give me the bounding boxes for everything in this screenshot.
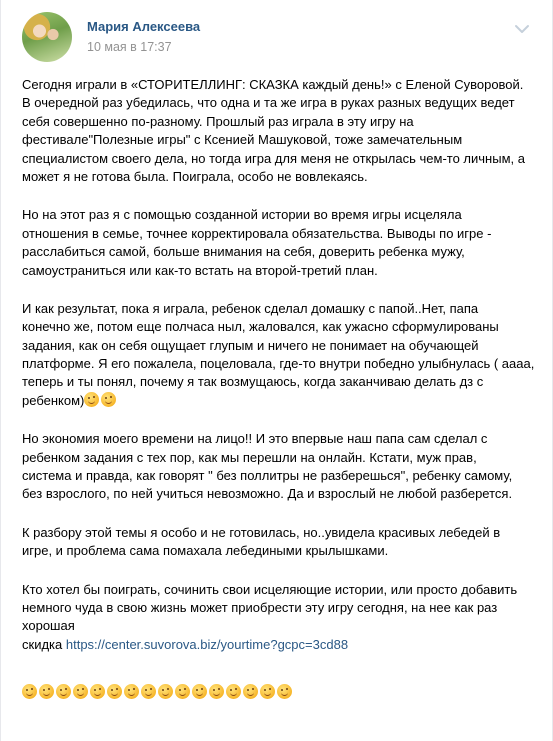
wink-emoji-icon — [243, 684, 258, 699]
wink-emoji-icon — [209, 684, 224, 699]
text-line: теперь и ты понял, почему я так возмущаюсь, когда заканчиваю делать дз с — [22, 374, 484, 390]
avatar[interactable] — [22, 12, 72, 62]
wink-emoji-icon — [124, 684, 139, 699]
paragraph — [22, 76, 532, 186]
text-line: специалистом своего дела, но тогда игра для меня не открылась чем-то личным, а — [22, 150, 525, 166]
text-line: расслабиться самой, больше внимания на себя, доверить ребенка мужу, — [22, 244, 465, 260]
text-line: может я не готова была. Поиграла, особо не вовлекаясь. — [22, 168, 368, 184]
text-line: без взрослого, по ней учиться невозможно. Да и взрослый не любой разберется. — [22, 486, 513, 502]
text-line: ребенком задания с тех пор, как мы перешли на онлайн. Кстати, муж прав, — [22, 449, 477, 465]
text-line: система и правда, как говорят " без поллитры не разберешься", ребенку самому, — [22, 468, 513, 484]
paragraph-gap — [22, 410, 532, 430]
post-date[interactable]: 10 мая в 17:37 — [87, 40, 172, 54]
wink-emoji-icon — [107, 684, 122, 699]
text-line: фестивале"Полезные игры" с Ксенией Машуковой, тоже замечательным — [22, 132, 463, 148]
wink-emoji-icon — [73, 684, 88, 699]
wink-emoji-icon — [39, 684, 54, 699]
text-line: конечно же, потом еще полчаса ныл, жаловался, как ужасно сформулированы — [22, 319, 499, 335]
wink-emoji-icon — [175, 684, 190, 699]
text-line: ребенком) — [22, 392, 532, 410]
text-line: хорошая — [22, 618, 75, 634]
wink-emoji-icon — [226, 684, 241, 699]
text-line: самоустраниться или как-то встать на второй-третий план. — [22, 262, 378, 278]
discount-line — [22, 636, 532, 654]
text-line: задания, как он себя ощущает глупым и ничего не понимает на обучающей — [22, 337, 479, 353]
paragraph — [22, 524, 532, 561]
paragraph-gap — [22, 561, 532, 581]
wink-emoji-icon — [158, 684, 173, 699]
text-line: В очередной раз убедилась, что одна и та же игра в руках разных ведущих ведет — [22, 95, 515, 111]
wink-emoji-icon — [56, 684, 71, 699]
text-line: отношения в семье, точнее корректировала обязательства. Выводы по игре - — [22, 225, 492, 241]
text-line: Но на этот раз я с помощью созданной истории во время игры исцеляла — [22, 207, 462, 223]
paragraph — [22, 206, 532, 280]
paragraph-gap — [22, 504, 532, 524]
wink-emoji-icon — [260, 684, 275, 699]
text-line: платформе. Я его пожалела, поцеловала, где-то внутри победно улыбнулась ( аааа, — [22, 356, 535, 372]
text-line: Кто хотел бы поиграть, сочинить свои исцеляющие истории, или просто добавить — [22, 581, 518, 597]
wink-emoji-icon — [101, 392, 116, 407]
text-line: К разбору этой темы я особо и не готовилась, но..увидела красивых лебедей в — [22, 524, 501, 540]
text-line: Но экономия моего времени на лицо!! И это впервые наш папа сам сделал с — [22, 431, 488, 447]
text-line: Сегодня играли в «СТОРИТЕЛЛИНГ: СКАЗКА каждый день!» с Еленой Суворовой. — [22, 77, 524, 92]
wink-emoji-icon — [90, 684, 105, 699]
discount-label: скидка — [22, 636, 66, 652]
paragraph — [22, 300, 535, 410]
paragraph-gap — [22, 280, 532, 300]
text-line: себя совершенно по-разному. Прошлый раз играла в эту игру на — [22, 113, 414, 129]
wink-emoji-icon — [84, 392, 99, 407]
wink-emoji-icon — [22, 684, 37, 699]
emoji-row — [22, 684, 294, 702]
paragraph-gap — [22, 186, 532, 206]
external-link[interactable]: https://center.suvorova.biz/yourtime?gcpc=3cd88 — [65, 636, 349, 652]
wink-emoji-icon — [277, 684, 292, 699]
text-line: И как результат, пока я играла, ребенок сделал домашку с папой..Нет, папа — [22, 300, 479, 316]
text-line: немного чуда в свою жизнь может приобрести эту игру сегодня, на нее как раз — [22, 599, 498, 615]
text-line: игре, и проблема сама помахала лебедиными крылышками. — [22, 543, 389, 559]
post-header — [1, 0, 552, 68]
wink-emoji-icon — [192, 684, 207, 699]
author-name[interactable]: Мария Алексеева — [87, 19, 201, 34]
paragraph — [22, 581, 532, 655]
paragraph — [22, 430, 532, 504]
post-text — [22, 76, 535, 654]
chevron-down-icon[interactable] — [514, 23, 530, 35]
wink-emoji-icon — [141, 684, 156, 699]
